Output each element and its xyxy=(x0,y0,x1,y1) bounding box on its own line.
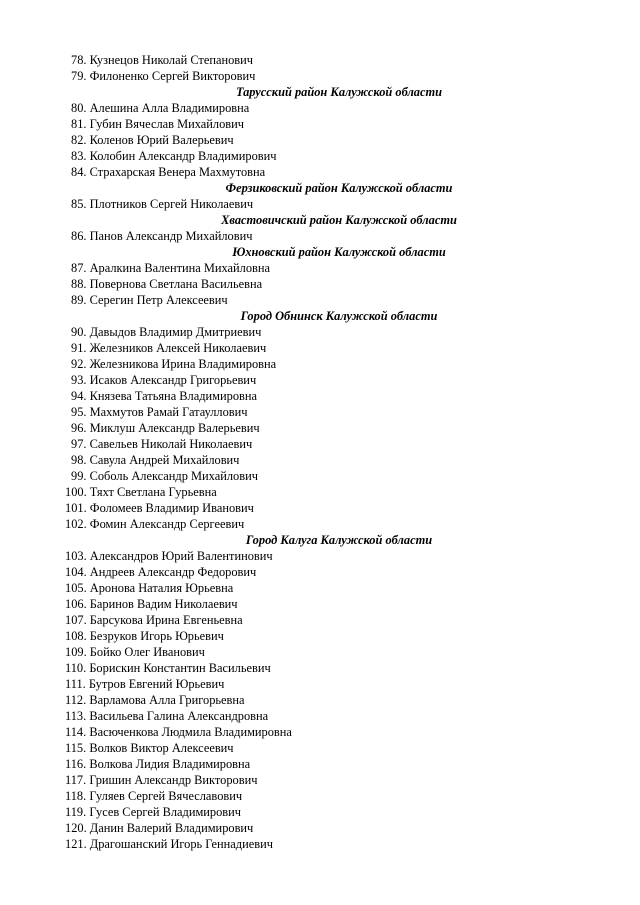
list-item: 121. Драгошанский Игорь Геннадиевич xyxy=(65,837,273,851)
list-item: 90. Давыдов Владимир Дмитриевич xyxy=(71,325,262,339)
list-item: 91. Железников Алексей Николаевич xyxy=(71,341,267,355)
list-item: 100. Тяхт Светлана Гурьевна xyxy=(65,485,217,499)
list-item: 83. Колобин Александр Владимирович xyxy=(71,149,277,163)
list-item: 103. Александров Юрий Валентинович xyxy=(65,549,273,563)
list-item: 107. Барсукова Ирина Евгеньевна xyxy=(65,613,243,627)
list-item: 116. Волкова Лидия Владимировна xyxy=(65,757,251,771)
list-item: 115. Волков Виктор Алексеевич xyxy=(65,741,234,755)
list-item: 92. Железникова Ирина Владимировна xyxy=(71,357,277,371)
section-heading: Хвастовичский район Калужской области xyxy=(221,213,457,227)
section-heading: Юхновский район Калужской области xyxy=(232,245,446,259)
list-item: 106. Баринов Вадим Николаевич xyxy=(65,597,238,611)
list-item: 97. Савельев Николай Николаевич xyxy=(71,437,253,451)
list-item: 78. Кузнецов Николай Степанович xyxy=(71,53,254,67)
list-item: 114. Васюченкова Людмила Владимировна xyxy=(65,725,292,739)
section-heading: Город Калуга Калужской области xyxy=(245,533,433,547)
list-item: 117. Гришин Александр Викторович xyxy=(65,773,258,787)
list-item: 95. Махмутов Рамай Гатауллович xyxy=(71,405,248,419)
list-item: 82. Коленов Юрий Валерьевич xyxy=(71,133,234,147)
list-item: 109. Бойко Олег Иванович xyxy=(65,645,205,659)
list-item: 81. Губин Вячеслав Михайлович xyxy=(71,117,245,131)
list-item: 84. Страхарская Венера Махмутовна xyxy=(71,165,266,179)
list-item: 113. Васильева Галина Александровна xyxy=(65,709,269,723)
list-item: 99. Соболь Александр Михайлович xyxy=(71,469,258,483)
list-item: 102. Фомин Александр Сергеевич xyxy=(65,517,245,531)
list-item: 104. Андреев Александр Федорович xyxy=(65,565,257,579)
list-item: 94. Князева Татьяна Владимировна xyxy=(71,389,258,403)
section-heading: Тарусский район Калужской области xyxy=(235,85,443,99)
list-item: 101. Фоломеев Владимир Иванович xyxy=(65,501,254,515)
list-item: 80. Алешина Алла Владимировна xyxy=(71,101,250,115)
candidate-list xyxy=(0,52,640,852)
list-item: 88. Повернова Светлана Васильевна xyxy=(71,277,263,291)
list-item: 86. Панов Александр Михайлович xyxy=(71,229,253,243)
section-heading: Город Обнинск Калужской области xyxy=(240,309,438,323)
list-item: 89. Серегин Петр Алексеевич xyxy=(71,293,228,307)
list-item: 93. Исаков Александр Григорьевич xyxy=(71,373,257,387)
list-item: 79. Филоненко Сергей Викторович xyxy=(71,69,256,83)
list-item: 108. Безруков Игорь Юрьевич xyxy=(65,629,224,643)
list-item: 111. Бутров Евгений Юрьевич xyxy=(65,677,225,691)
list-item: 98. Савула Андрей Михайлович xyxy=(71,453,240,467)
list-item: 119. Гусев Сергей Владимирович xyxy=(65,805,242,819)
list-item: 105. Аронова Наталия Юрьевна xyxy=(65,581,234,595)
list-item: 85. Плотников Сергей Николаевич xyxy=(71,197,254,211)
list-item: 118. Гуляев Сергей Вячеславович xyxy=(65,789,243,803)
list-item: 87. Аралкина Валентина Михайловна xyxy=(71,261,271,275)
list-item: 120. Данин Валерий Владимирович xyxy=(65,821,254,835)
list-item: 112. Варламова Алла Григорьевна xyxy=(65,693,245,707)
section-heading: Ферзиковский район Калужской области xyxy=(225,181,453,195)
list-item: 110. Борискин Константин Васильевич xyxy=(65,661,271,675)
list-item: 96. Миклуш Александр Валерьевич xyxy=(71,421,260,435)
